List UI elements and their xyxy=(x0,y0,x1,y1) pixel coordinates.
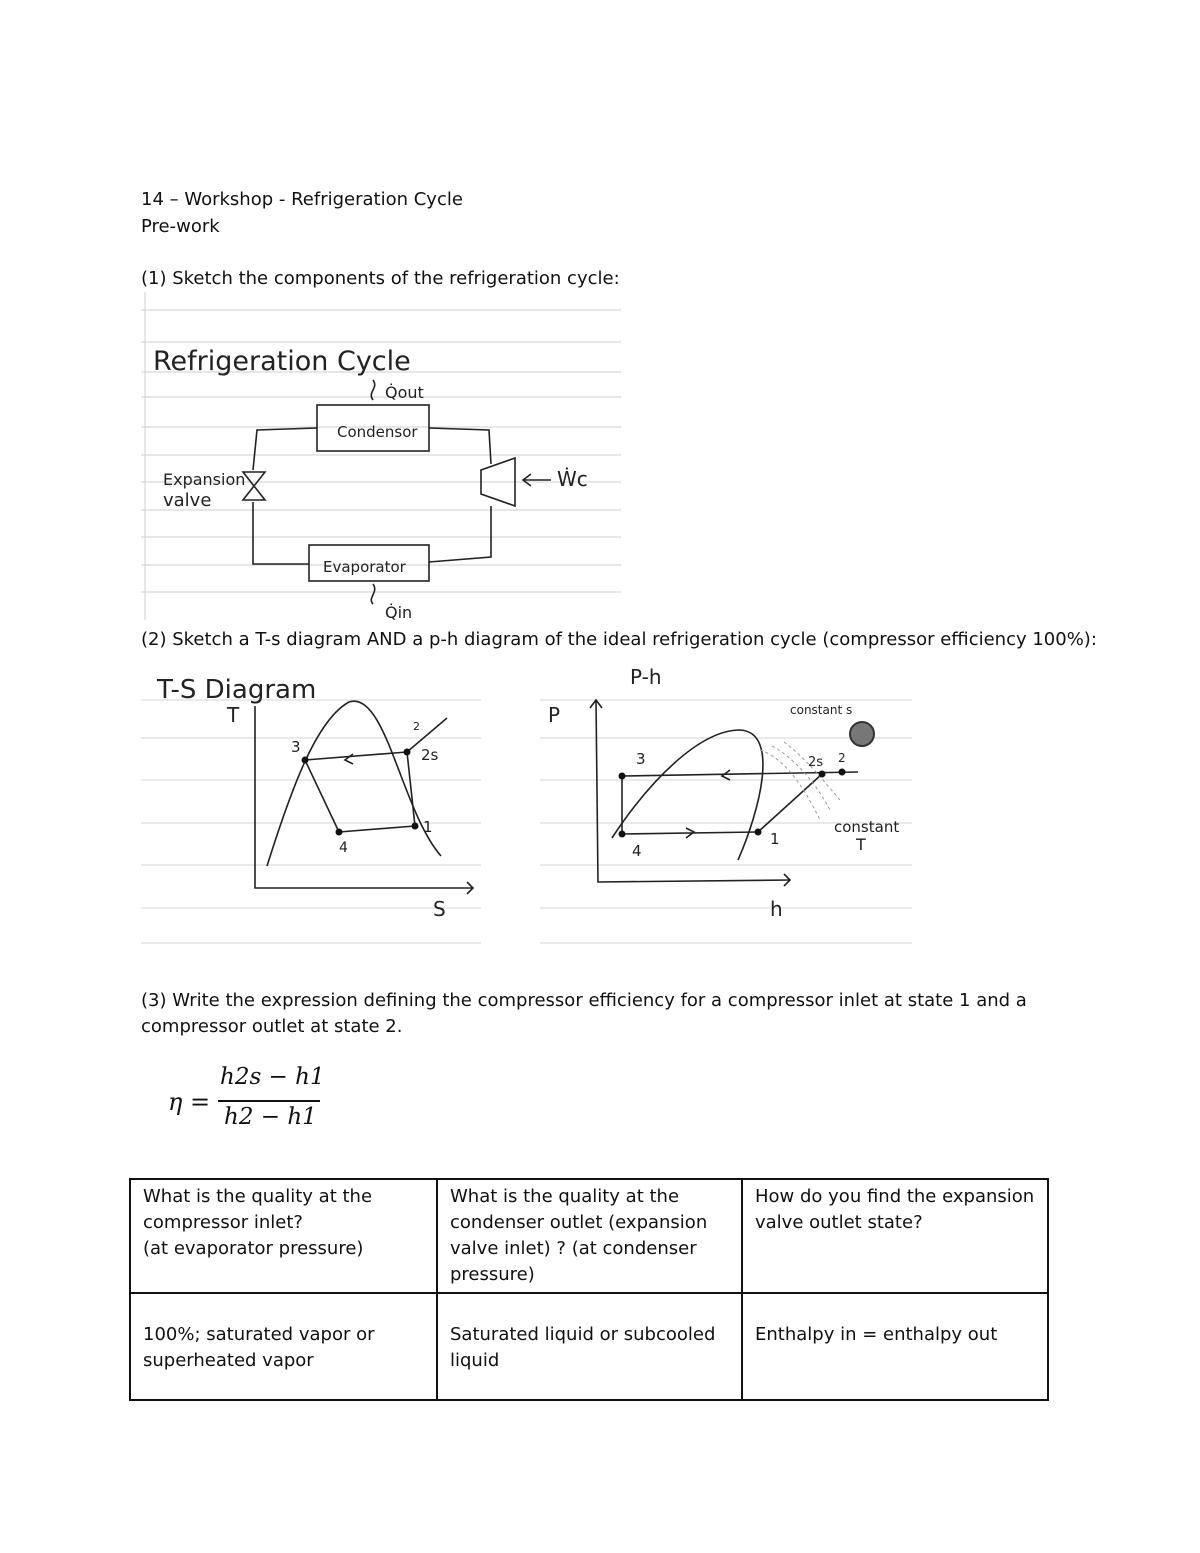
evaporator-label: Evaporator xyxy=(323,558,406,576)
ts-compression-line xyxy=(407,752,415,826)
ph-label-2: 2 xyxy=(838,751,846,765)
formula-eta: η = xyxy=(168,1088,211,1116)
question-3-line-1: (3) Write the expression defining the compressor efficiency for a compressor inlet at state 1 and a xyxy=(141,990,1027,1011)
table-row xyxy=(130,1179,1048,1293)
pipe-bottom-left xyxy=(253,502,309,564)
ts-label-2s: 2s xyxy=(421,746,439,764)
pipe-top-left xyxy=(253,428,317,470)
ts-expansion-line xyxy=(305,760,339,832)
expansion-label-2: valve xyxy=(163,490,212,511)
ts-point-3 xyxy=(302,757,309,764)
formula-numerator: h2s − h1 xyxy=(220,1064,325,1090)
ph-constant-s-label: constant s xyxy=(790,703,853,717)
ts-point-2s xyxy=(404,749,411,756)
table-row xyxy=(130,1293,1048,1400)
ts-diagram xyxy=(141,660,481,960)
ts-point-4 xyxy=(336,829,343,836)
ph-title: P-h xyxy=(630,665,662,689)
ph-point-2s xyxy=(819,771,826,778)
formula-denominator: h2 − h1 xyxy=(224,1104,317,1130)
table-header-cell: What is the quality at the compressor inlet? (at evaporator pressure) xyxy=(130,1179,437,1293)
ph-point-1 xyxy=(755,829,762,836)
ph-label-1: 1 xyxy=(770,830,780,848)
ph-constant-t-label-2: T xyxy=(856,835,866,854)
ph-annotation-mark xyxy=(850,722,874,746)
ts-evaporation-line xyxy=(339,826,415,832)
ph-point-4 xyxy=(619,831,626,838)
ts-title: T-S Diagram xyxy=(157,675,317,705)
table-header-cell: What is the quality at the condenser outlet (expansion valve inlet) ? (at condenser pressure) xyxy=(437,1179,742,1293)
question-1: (1) Sketch the components of the refrigeration cycle: xyxy=(141,268,620,289)
expansion-valve-icon xyxy=(243,472,265,500)
ph-label-2s: 2s xyxy=(808,755,824,770)
page-title: 14 – Workshop - Refrigeration Cycle xyxy=(141,189,463,210)
question-3-line-2: compressor outlet at state 2. xyxy=(141,1016,403,1037)
work-label: Ẇc xyxy=(557,467,588,491)
formula-fraction-bar xyxy=(218,1100,320,1102)
ph-point-2 xyxy=(839,769,846,776)
ts-point-1 xyxy=(412,823,419,830)
ph-diagram xyxy=(540,660,912,960)
q-in-arrow xyxy=(371,584,374,604)
table-cell: Enthalpy in = enthalpy out xyxy=(742,1293,1048,1400)
q-in-label: Q̇in xyxy=(385,603,413,622)
ts-label-1: 1 xyxy=(423,818,433,836)
pipe-bottom-right xyxy=(429,506,491,562)
ph-label-4: 4 xyxy=(632,842,642,860)
efficiency-formula xyxy=(168,1062,328,1137)
qa-table xyxy=(129,1178,1049,1401)
table-cell: Saturated liquid or subcooled liquid xyxy=(437,1293,742,1400)
ph-saturation-dome xyxy=(612,730,763,860)
question-2: (2) Sketch a T-s diagram AND a p-h diagram of the ideal refrigeration cycle (compressor efficiency 100%): xyxy=(141,629,1097,650)
ph-label-3: 3 xyxy=(636,750,646,768)
ph-evaporating-line xyxy=(622,832,758,834)
q-out-label: Q̇out xyxy=(385,383,424,402)
ts-line-3-2 xyxy=(305,752,407,760)
table-header-cell: How do you find the expansion valve outlet state? xyxy=(742,1179,1048,1293)
ts-y-axis-label: T xyxy=(227,703,240,727)
sketch-title: Refrigeration Cycle xyxy=(153,346,411,377)
expansion-label-1: Expansion xyxy=(163,470,246,489)
ts-label-4: 4 xyxy=(339,840,348,856)
ph-constant-t-label-1: constant xyxy=(834,818,900,836)
ts-axes xyxy=(255,706,473,888)
ts-x-axis-label: S xyxy=(433,897,446,921)
ph-y-axis-label: P xyxy=(548,703,561,727)
condenser-label: Condensor xyxy=(337,423,418,441)
ph-x-axis-label: h xyxy=(770,897,783,921)
pipe-top-right xyxy=(429,428,491,464)
refrigeration-cycle-sketch xyxy=(141,292,621,620)
ts-label-3: 3 xyxy=(291,738,301,756)
ph-point-3 xyxy=(619,773,626,780)
page-subtitle: Pre-work xyxy=(141,216,220,237)
ts-label-2: 2 xyxy=(413,720,420,733)
table-cell: 100%; saturated vapor or superheated vapor xyxy=(130,1293,437,1400)
